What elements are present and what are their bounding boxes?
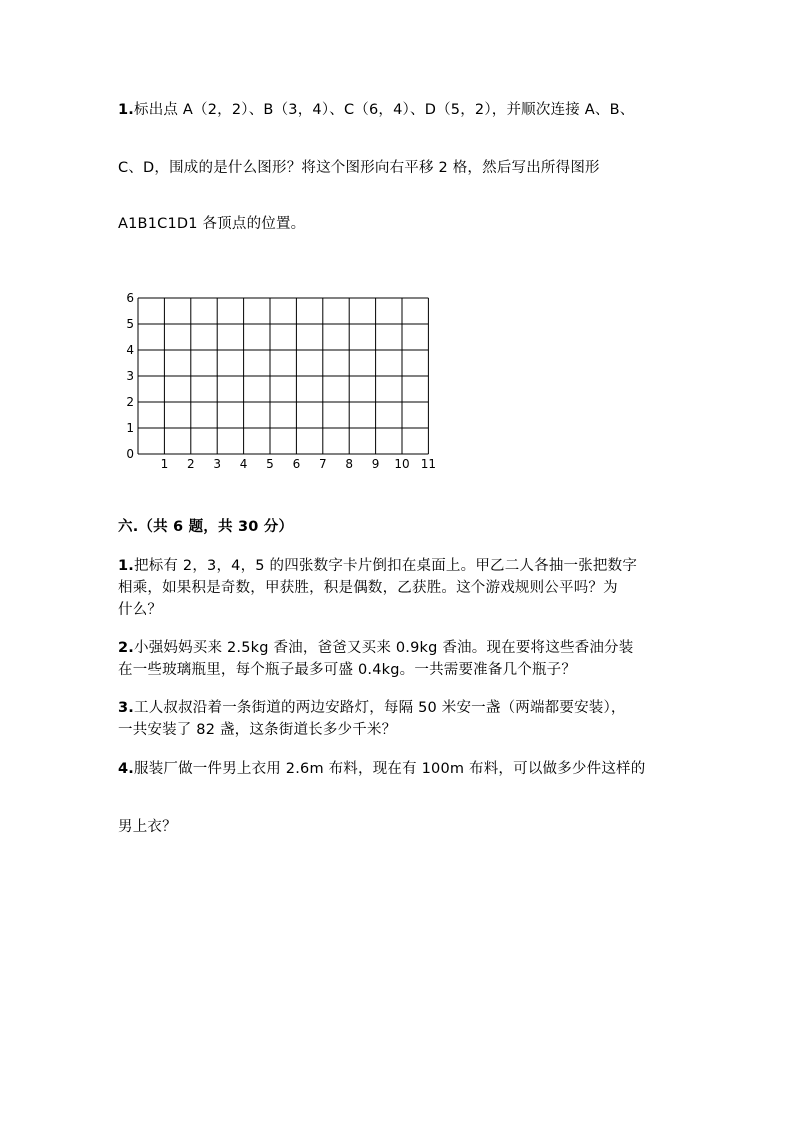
question-number: 1. bbox=[118, 102, 134, 118]
x-tick-label: 6 bbox=[292, 457, 301, 471]
x-tick-label: 10 bbox=[394, 457, 410, 471]
grid-svg bbox=[112, 286, 452, 476]
problem-number: 1. bbox=[118, 558, 134, 574]
x-tick-label: 1 bbox=[160, 457, 169, 471]
y-tick-label: 5 bbox=[126, 317, 134, 331]
problem-text: 工人叔叔沿着一条街道的两边安路灯，每隔 50 米安一盏（两端都要安装）， bbox=[134, 700, 626, 716]
question-text: 标出点 A（2，2）、B（3，4）、C（6，4）、D（5，2），并顺次连接 A、B、 bbox=[134, 102, 635, 118]
problem-number: 4. bbox=[118, 761, 134, 777]
y-tick-label: 3 bbox=[126, 369, 134, 383]
section-title: 六.（共 6 题，共 30 分） bbox=[118, 519, 294, 535]
y-tick-label: 6 bbox=[126, 291, 134, 305]
y-tick-label: 4 bbox=[126, 343, 134, 357]
question-coord-line3: A1B1C1D1 各顶点的位置。 bbox=[118, 216, 306, 232]
question-coord-line2: C、D，围成的是什么图形？将这个图形向右平移 2 格，然后写出所得图形 bbox=[118, 160, 600, 176]
problem-1-line2: 相乘，如果积是奇数，甲获胜，积是偶数，乙获胜。这个游戏规则公平吗？为 bbox=[118, 580, 618, 596]
problem-1-line3: 什么？ bbox=[118, 602, 163, 618]
y-tick-label: 1 bbox=[126, 421, 134, 435]
x-tick-label: 5 bbox=[266, 457, 274, 471]
y-tick-label: 2 bbox=[126, 395, 134, 409]
problem-text: 把标有 2，3，4，5 的四张数字卡片倒扣在桌面上。甲乙二人各抽一张把数字 bbox=[134, 558, 638, 574]
problem-text: 小强妈妈买来 2.5kg 香油，爸爸又买来 0.9kg 香油。现在要将这些香油分装 bbox=[134, 640, 634, 656]
problem-3-line2: 一共安装了 82 盏，这条街道长多少千米？ bbox=[118, 722, 397, 738]
x-tick-label: 8 bbox=[345, 457, 354, 471]
x-tick-label: 2 bbox=[186, 457, 195, 471]
problem-4-line2: 男上衣？ bbox=[118, 819, 177, 835]
problem-number: 3. bbox=[118, 700, 134, 716]
x-tick-label: 7 bbox=[318, 457, 327, 471]
problem-2-line2: 在一些玻璃瓶里，每个瓶子最多可盛 0.4kg。一共需要准备几个瓶子？ bbox=[118, 662, 577, 678]
x-tick-label: 4 bbox=[239, 457, 248, 471]
x-tick-label: 3 bbox=[213, 457, 222, 471]
problem-number: 2. bbox=[118, 640, 134, 656]
problem-2-line1 bbox=[118, 636, 633, 657]
x-tick-label: 9 bbox=[371, 457, 380, 471]
problem-3-line1 bbox=[118, 696, 626, 717]
problem-text: 服装厂做一件男上衣用 2.6m 布料，现在有 100m 布料，可以做多少件这样的 bbox=[134, 761, 646, 777]
coordinate-grid bbox=[112, 286, 452, 476]
y-tick-label: 0 bbox=[126, 447, 134, 461]
x-tick-label: 11 bbox=[420, 457, 437, 471]
problem-1-line1 bbox=[118, 554, 637, 575]
question-coord-line1 bbox=[118, 98, 634, 119]
problem-4-line1 bbox=[118, 757, 645, 778]
